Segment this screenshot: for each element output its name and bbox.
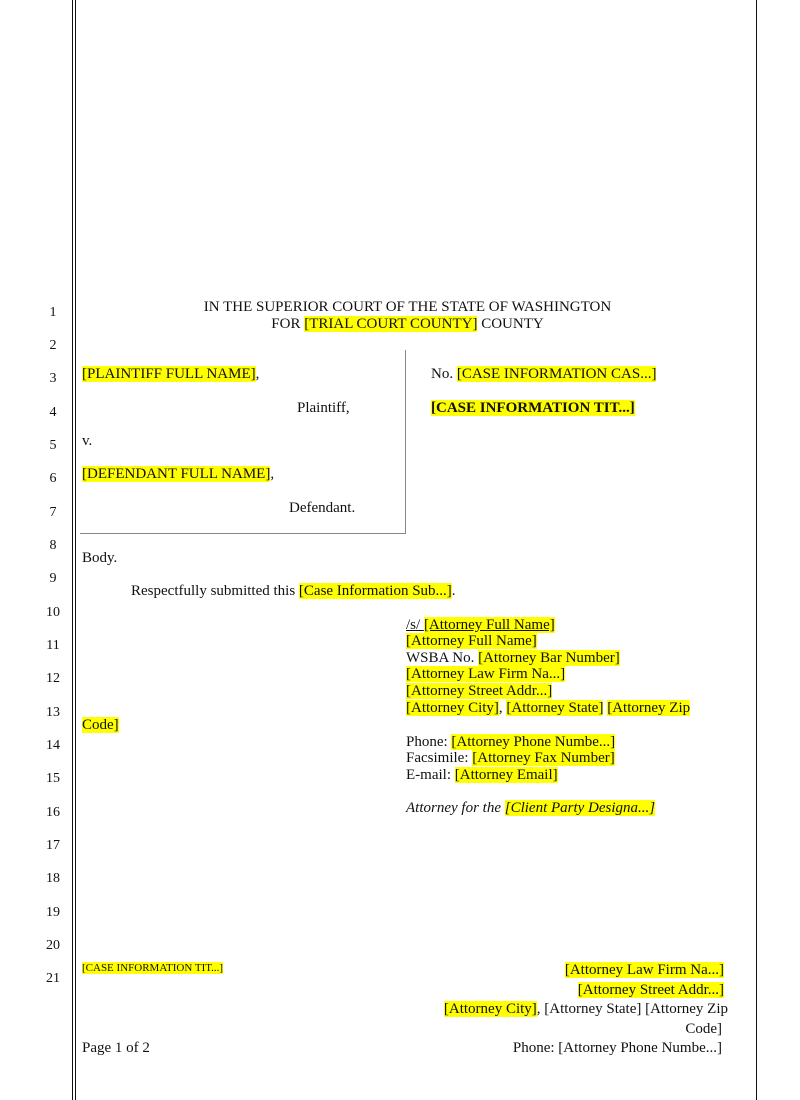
- line-number: 12: [46, 671, 60, 686]
- versus-label: v.: [82, 433, 93, 449]
- footer-case-title: [82, 962, 223, 975]
- plaintiff-label: Plaintiff,: [297, 400, 350, 416]
- line-number: 18: [46, 871, 60, 886]
- case-title-line: [431, 400, 635, 417]
- city-separator: ,: [498, 700, 507, 716]
- plaintiff-name-field[interactable]: [PLAINTIFF FULL NAME]: [82, 366, 256, 382]
- page-number: Page 1 of 2: [82, 1040, 150, 1056]
- line-number: 4: [49, 405, 57, 420]
- footer-case-title-field[interactable]: [CASE INFORMATION TIT...]: [82, 962, 224, 974]
- plaintiff-comma: ,: [255, 366, 260, 382]
- line-number: 11: [46, 638, 60, 653]
- fax-field[interactable]: [Attorney Fax Number]: [472, 750, 615, 766]
- line-number: 1: [49, 305, 57, 320]
- line-number: 15: [46, 771, 60, 786]
- email-label: E-mail:: [406, 767, 455, 783]
- line-number: 7: [49, 505, 57, 520]
- email-field[interactable]: [Attorney Email]: [454, 767, 558, 783]
- attorney-name-field[interactable]: [Attorney Full Name]: [406, 633, 537, 649]
- line-number: 6: [49, 471, 57, 486]
- footer-street-line: [400, 980, 724, 1000]
- right-margin-rule: [756, 0, 757, 1100]
- wsba-number-field[interactable]: [Attorney Bar Number]: [478, 650, 620, 666]
- state-field[interactable]: [Attorney State]: [506, 700, 604, 716]
- attorney-for-label: Attorney for the: [406, 800, 505, 816]
- line-number: 21: [46, 971, 60, 986]
- footer-phone-line: Phone: [Attorney Phone Numbe...]: [512, 1040, 722, 1056]
- submitted-date-field[interactable]: [Case Information Sub...]: [298, 583, 452, 599]
- signature-line: [406, 617, 555, 634]
- phone-label: Phone:: [406, 734, 452, 750]
- attorney-name-line: [406, 633, 537, 650]
- case-number-field[interactable]: [CASE INFORMATION CAS...]: [456, 366, 657, 382]
- left-margin-rule-outer: [72, 0, 73, 1100]
- line-number: 9: [49, 571, 57, 586]
- left-margin-rule-inner: [75, 0, 76, 1100]
- street-address-field[interactable]: [Attorney Street Addr...]: [406, 683, 553, 699]
- law-firm-field[interactable]: [Attorney Law Firm Na...]: [406, 666, 566, 682]
- line-number: 16: [46, 805, 60, 820]
- zip-field-continued[interactable]: Code]: [82, 717, 119, 733]
- line-number: 2: [49, 338, 57, 353]
- phone-field[interactable]: [Attorney Phone Numbe...]: [451, 734, 616, 750]
- signature-name-field[interactable]: [Attorney Full Name]: [423, 617, 555, 633]
- fax-label: Facsimile:: [406, 750, 473, 766]
- footer-city-line: [400, 999, 728, 1019]
- line-number: 5: [49, 438, 57, 453]
- trial-court-county-field[interactable]: [TRIAL COURT COUNTY]: [304, 316, 478, 332]
- line-number: 20: [46, 938, 60, 953]
- line-number: 13: [46, 705, 60, 720]
- body-text: Body.: [82, 550, 118, 566]
- fax-line: [406, 750, 615, 767]
- defendant-line: [82, 466, 274, 483]
- street-line: [406, 683, 552, 700]
- court-heading-line1: IN THE SUPERIOR COURT OF THE STATE OF WASHINGTON: [203, 299, 612, 315]
- submitted-suffix: .: [451, 583, 456, 599]
- case-number-label: No.: [431, 366, 457, 382]
- footer-code-line: Code]: [685, 1021, 722, 1037]
- footer-street-field[interactable]: [Attorney Street Addr...]: [577, 982, 724, 998]
- city-state-zip-line: [406, 700, 690, 717]
- line-number: 8: [49, 538, 57, 553]
- footer-city-field[interactable]: [Attorney City]: [443, 1001, 537, 1017]
- line-number: 19: [46, 905, 60, 920]
- submitted-line: [131, 583, 456, 600]
- court-suffix: COUNTY: [477, 316, 544, 332]
- defendant-label: Defendant.: [289, 500, 356, 516]
- case-title-field[interactable]: [CASE INFORMATION TIT...]: [431, 400, 635, 416]
- line-number: 10: [46, 605, 60, 620]
- case-number-line: [431, 366, 656, 383]
- line-number: 17: [46, 838, 60, 853]
- attorney-for-line: [406, 800, 655, 817]
- footer-firm-field[interactable]: [Attorney Law Firm Na...]: [564, 962, 724, 978]
- law-firm-line: [406, 666, 565, 683]
- signature-prefix: /s/: [406, 617, 424, 633]
- line-number: 3: [49, 371, 57, 386]
- submitted-prefix: Respectfully submitted this: [131, 583, 299, 599]
- court-heading-line2: [80, 316, 735, 333]
- line-number: 14: [46, 738, 60, 753]
- city-field[interactable]: [Attorney City]: [406, 700, 499, 716]
- footer-firm-line: [400, 960, 724, 980]
- plaintiff-line: [82, 366, 259, 383]
- email-line: [406, 767, 558, 784]
- footer-city-rest: , [Attorney State] [Attorney Zip: [536, 1001, 728, 1017]
- phone-line: [406, 734, 615, 751]
- defendant-comma: ,: [270, 466, 275, 482]
- defendant-name-field[interactable]: [DEFENDANT FULL NAME]: [82, 466, 271, 482]
- court-prefix: FOR: [271, 316, 305, 332]
- wsba-label: WSBA No.: [406, 650, 479, 666]
- zip-field[interactable]: [Attorney Zip: [607, 700, 691, 716]
- zip-continuation-line: [82, 717, 119, 734]
- client-party-field[interactable]: [Client Party Designa...]: [504, 800, 656, 816]
- wsba-line: [406, 650, 620, 667]
